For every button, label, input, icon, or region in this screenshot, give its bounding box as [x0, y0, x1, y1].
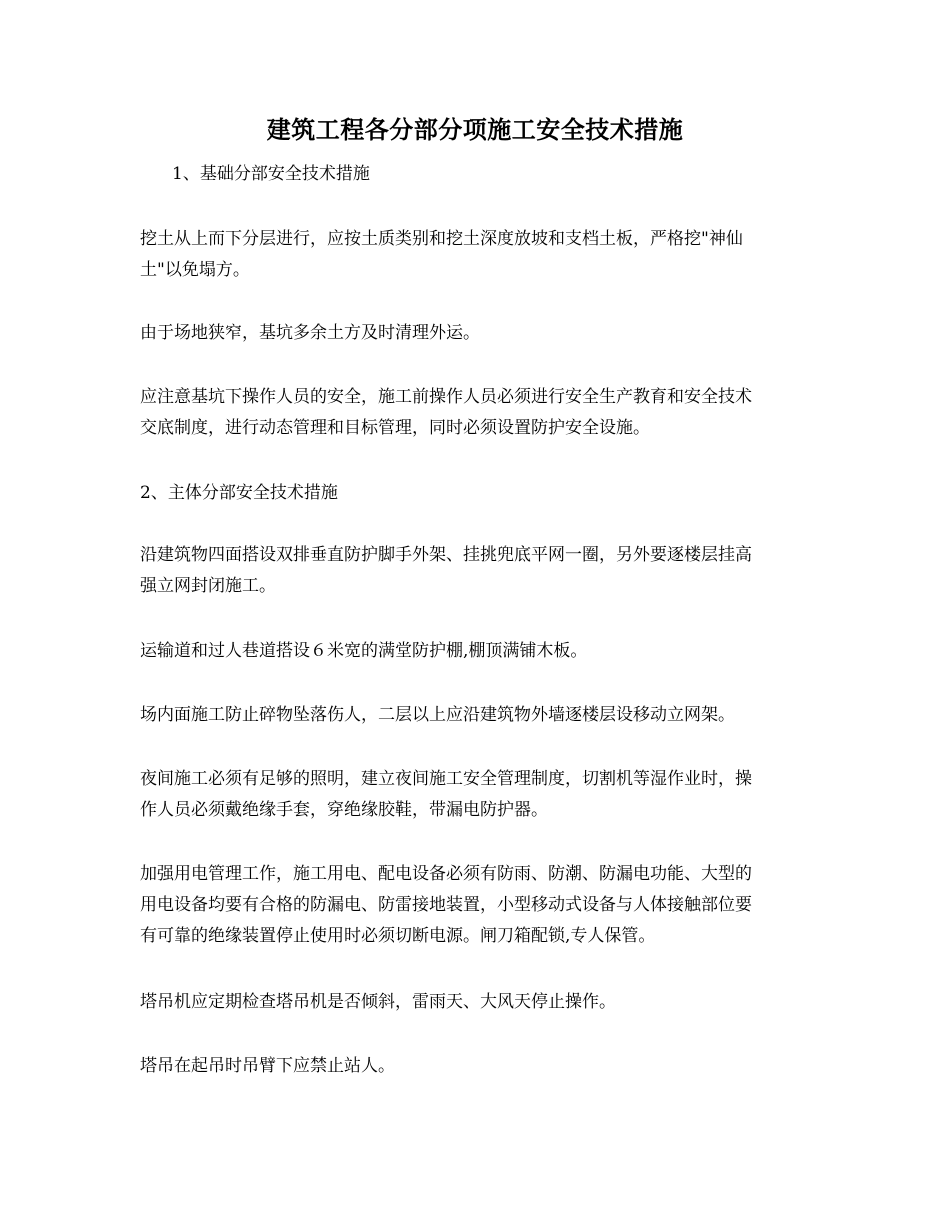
paragraph [140, 700, 820, 731]
paragraph [140, 859, 820, 952]
paragraph-line: 强立网封闭施工。 [140, 576, 276, 596]
paragraph-line: 加强用电管理工作，施工用电、配电设备必须有防雨、防潮、防漏电功能、大型的 [140, 864, 752, 884]
paragraph [140, 540, 820, 602]
paragraph-line: 1、基础分部安全技术措施 [172, 164, 370, 184]
paragraph-line: 塔吊在起吊时吊臂下应禁止站人。 [140, 1056, 395, 1076]
paragraph [140, 1051, 820, 1082]
section-heading-2 [140, 478, 820, 509]
paragraph-line: 作人员必须戴绝缘手套，穿绝缘胶鞋，带漏电防护器。 [140, 800, 548, 820]
paragraph [140, 318, 820, 349]
paragraph-line: 夜间施工必须有足够的照明，建立夜间施工安全管理制度，切割机等湿作业时，操 [140, 769, 752, 789]
paragraph-line: 塔吊机应定期检查塔吊机是否倾斜，雷雨天、大风天停止操作。 [140, 992, 616, 1012]
paragraph-line: 由于场地狭窄，基坑多余土方及时清理外运。 [140, 323, 480, 343]
paragraph-line: 土"以免塌方。 [140, 260, 250, 280]
paragraph [140, 636, 820, 667]
paragraph-line: 交底制度，进行动态管理和目标管理，同时必须设置防护安全设施。 [140, 418, 650, 438]
paragraph [140, 224, 820, 286]
paragraph-line: 场内面施工防止碎物坠落伤人，二层以上应沿建筑物外墙逐楼层设移动立网架。 [140, 705, 735, 725]
paragraph-line: 2、主体分部安全技术措施 [140, 483, 338, 503]
paragraph [140, 382, 820, 444]
paragraph-line: 应注意基坑下操作人员的安全，施工前操作人员必须进行安全生产教育和安全技术 [140, 387, 752, 407]
paragraph-line: 运输道和过人巷道搭设６米宽的满堂防护棚,棚顶满铺木板。 [140, 641, 588, 661]
paragraph-line: 用电设备均要有合格的防漏电、防雷接地装置，小型移动式设备与人体接触部位要 [140, 895, 752, 915]
paragraph [140, 764, 820, 826]
paragraph [140, 987, 820, 1018]
section-heading-1 [172, 159, 852, 190]
paragraph-line: 沿建筑物四面搭设双排垂直防护脚手外架、挂挑兜底平网一圈，另外要逐楼层挂高 [140, 545, 752, 565]
paragraph-line: 有可靠的绝缘装置停止使用时必须切断电源。闸刀箱配锁,专人保管。 [140, 926, 656, 946]
paragraph-line: 挖土从上而下分层进行，应按土质类别和挖土深度放坡和支档土板，严格挖"神仙 [140, 229, 743, 249]
document-title: 建筑工程各分部分项施工安全技术措施 [266, 115, 684, 144]
